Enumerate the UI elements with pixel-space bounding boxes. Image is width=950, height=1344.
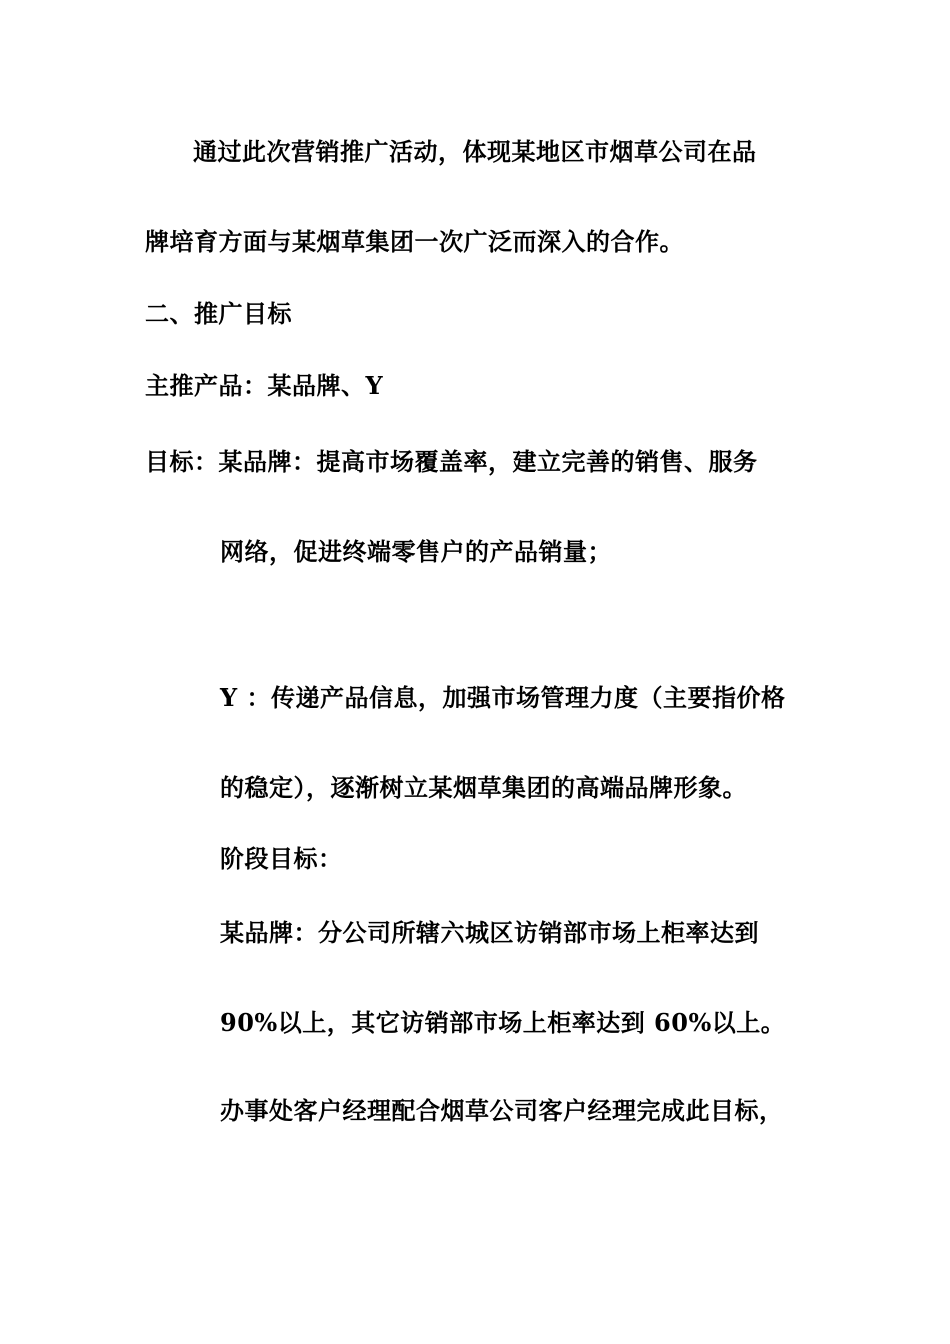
goals-line-1: 目标：某品牌：提高市场覆盖率，建立完善的销售、服务 — [145, 447, 758, 476]
stage-goals-line-1: 某品牌：分公司所辖六城区访销部市场上柜率达到 — [220, 918, 759, 947]
goals-line-2: 网络，促进终端零售户的产品销量； — [220, 537, 612, 566]
stage-goals-heading: 阶段目标： — [220, 844, 343, 873]
stage-goals-line-3: 办事处客户经理配合烟草公司客户经理完成此目标， — [220, 1096, 784, 1125]
intro-line-2: 牌培育方面与某烟草集团一次广泛而深入的合作。 — [145, 227, 684, 256]
stage-goals-line-2: 90%以上，其它访销部市场上柜率达到 60%以上。 — [220, 1008, 786, 1037]
main-products-line: 主推产品：某品牌、Y — [145, 371, 384, 400]
goals-line-4: 的稳定），逐渐树立某烟草集团的高端品牌形象。 — [220, 773, 747, 802]
section-heading: 二、推广目标 — [145, 299, 292, 328]
intro-line-1: 通过此次营销推广活动，体现某地区市烟草公司在品 — [193, 137, 757, 166]
goals-line-3: Y ：传递产品信息，加强市场管理力度（主要指价格 — [220, 683, 786, 712]
